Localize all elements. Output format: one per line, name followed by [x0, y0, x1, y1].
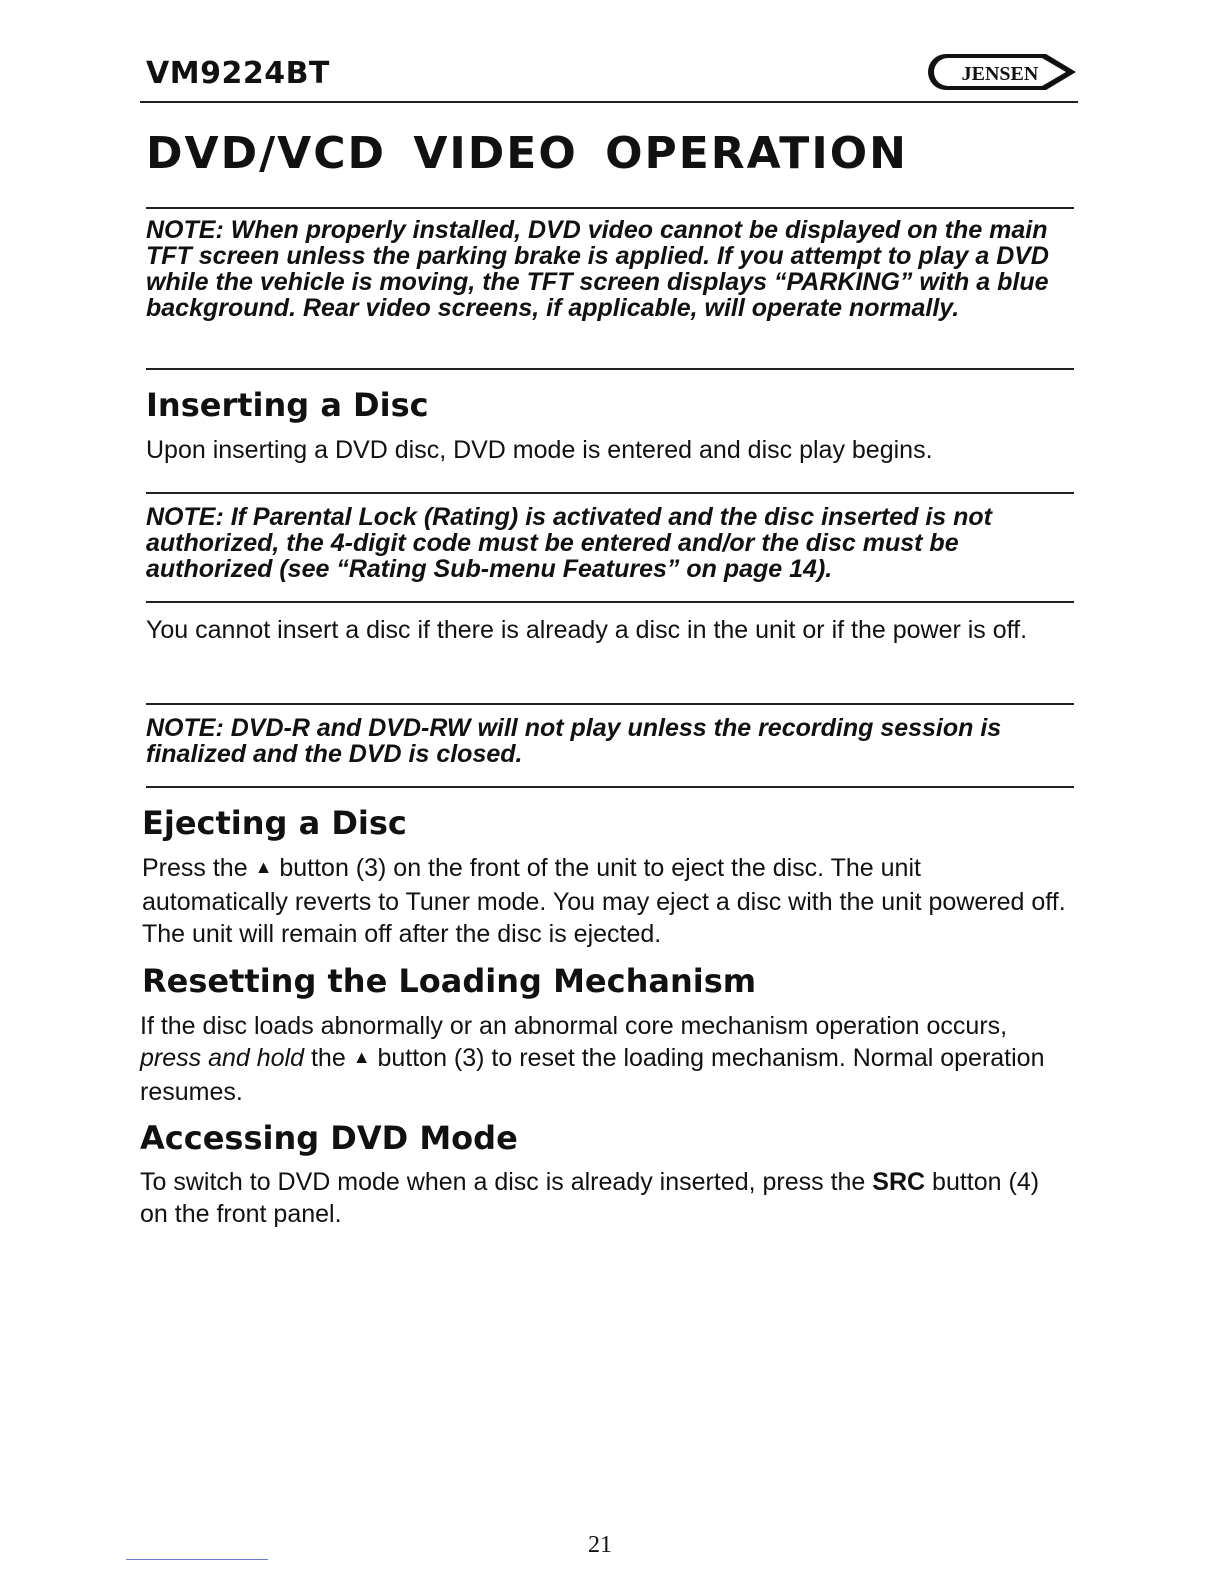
- resetting-body: If the disc loads abnormally or an abnormal core mechanism operation occurs, press and hold the ▲ button (3) to reset the loading mechanism. Normal operation resumes.: [140, 1012, 1045, 1106]
- note-parental-lock: NOTE: If Parental Lock (Rating) is activated and the disc inserted is not authorized, the 4-digit code must be entered and/or the disc must be authorized (see “Rating Sub-menu Features” on page 14).: [146, 503, 992, 583]
- note2-top-rule: [146, 492, 1074, 494]
- jensen-logo: [928, 50, 1080, 94]
- page-title: DVD/VCD VIDEO OPERATION: [146, 128, 908, 179]
- inserting-body: Upon inserting a DVD disc, DVD mode is entered and disc play begins.: [146, 436, 933, 464]
- note1-top-rule: [146, 207, 1074, 209]
- accessing-body: To switch to DVD mode when a disc is already inserted, press the SRC button (4) on the front panel.: [140, 1168, 1040, 1228]
- note2-bottom-rule: [146, 601, 1074, 603]
- model-number: VM9224BT: [146, 56, 330, 91]
- page-number: 21: [588, 1532, 612, 1558]
- header-rule: [140, 101, 1078, 103]
- heading-inserting-disc: Inserting a Disc: [146, 386, 429, 424]
- heading-resetting-mechanism: Resetting the Loading Mechanism: [142, 962, 757, 1000]
- heading-accessing-dvd-mode: Accessing DVD Mode: [140, 1119, 518, 1157]
- note-parking-brake: NOTE: When properly installed, DVD video cannot be displayed on the main TFT screen unless the parking brake is applied. If you attempt to play a DVD while the vehicle is moving, the TFT screen displays “PARKING” with a blue background. Rear video screens, if applicable, will operate normally.: [146, 216, 1049, 322]
- heading-ejecting-disc: Ejecting a Disc: [142, 804, 407, 842]
- note3-top-rule: [146, 703, 1074, 705]
- eject-icon: ▲: [254, 857, 273, 877]
- logo-text: JENSEN: [961, 63, 1039, 85]
- ejecting-body: Press the ▲ button (3) on the front of the unit to eject the disc. The unit automatically reverts to Tuner mode. You may eject a disc with the unit powered off. The unit will remain off after the disc is ejected.: [142, 854, 1066, 948]
- note1-bottom-rule: [146, 368, 1074, 370]
- note-dvd-r: NOTE: DVD-R and DVD-RW will not play unless the recording session is finalized and the DVD is closed.: [146, 714, 1002, 768]
- note3-bottom-rule: [146, 786, 1074, 788]
- footer-line: [126, 1559, 268, 1560]
- eject-icon: ▲: [352, 1047, 371, 1067]
- insert-restriction-body: You cannot insert a disc if there is already a disc in the unit or if the power is off.: [146, 616, 1028, 644]
